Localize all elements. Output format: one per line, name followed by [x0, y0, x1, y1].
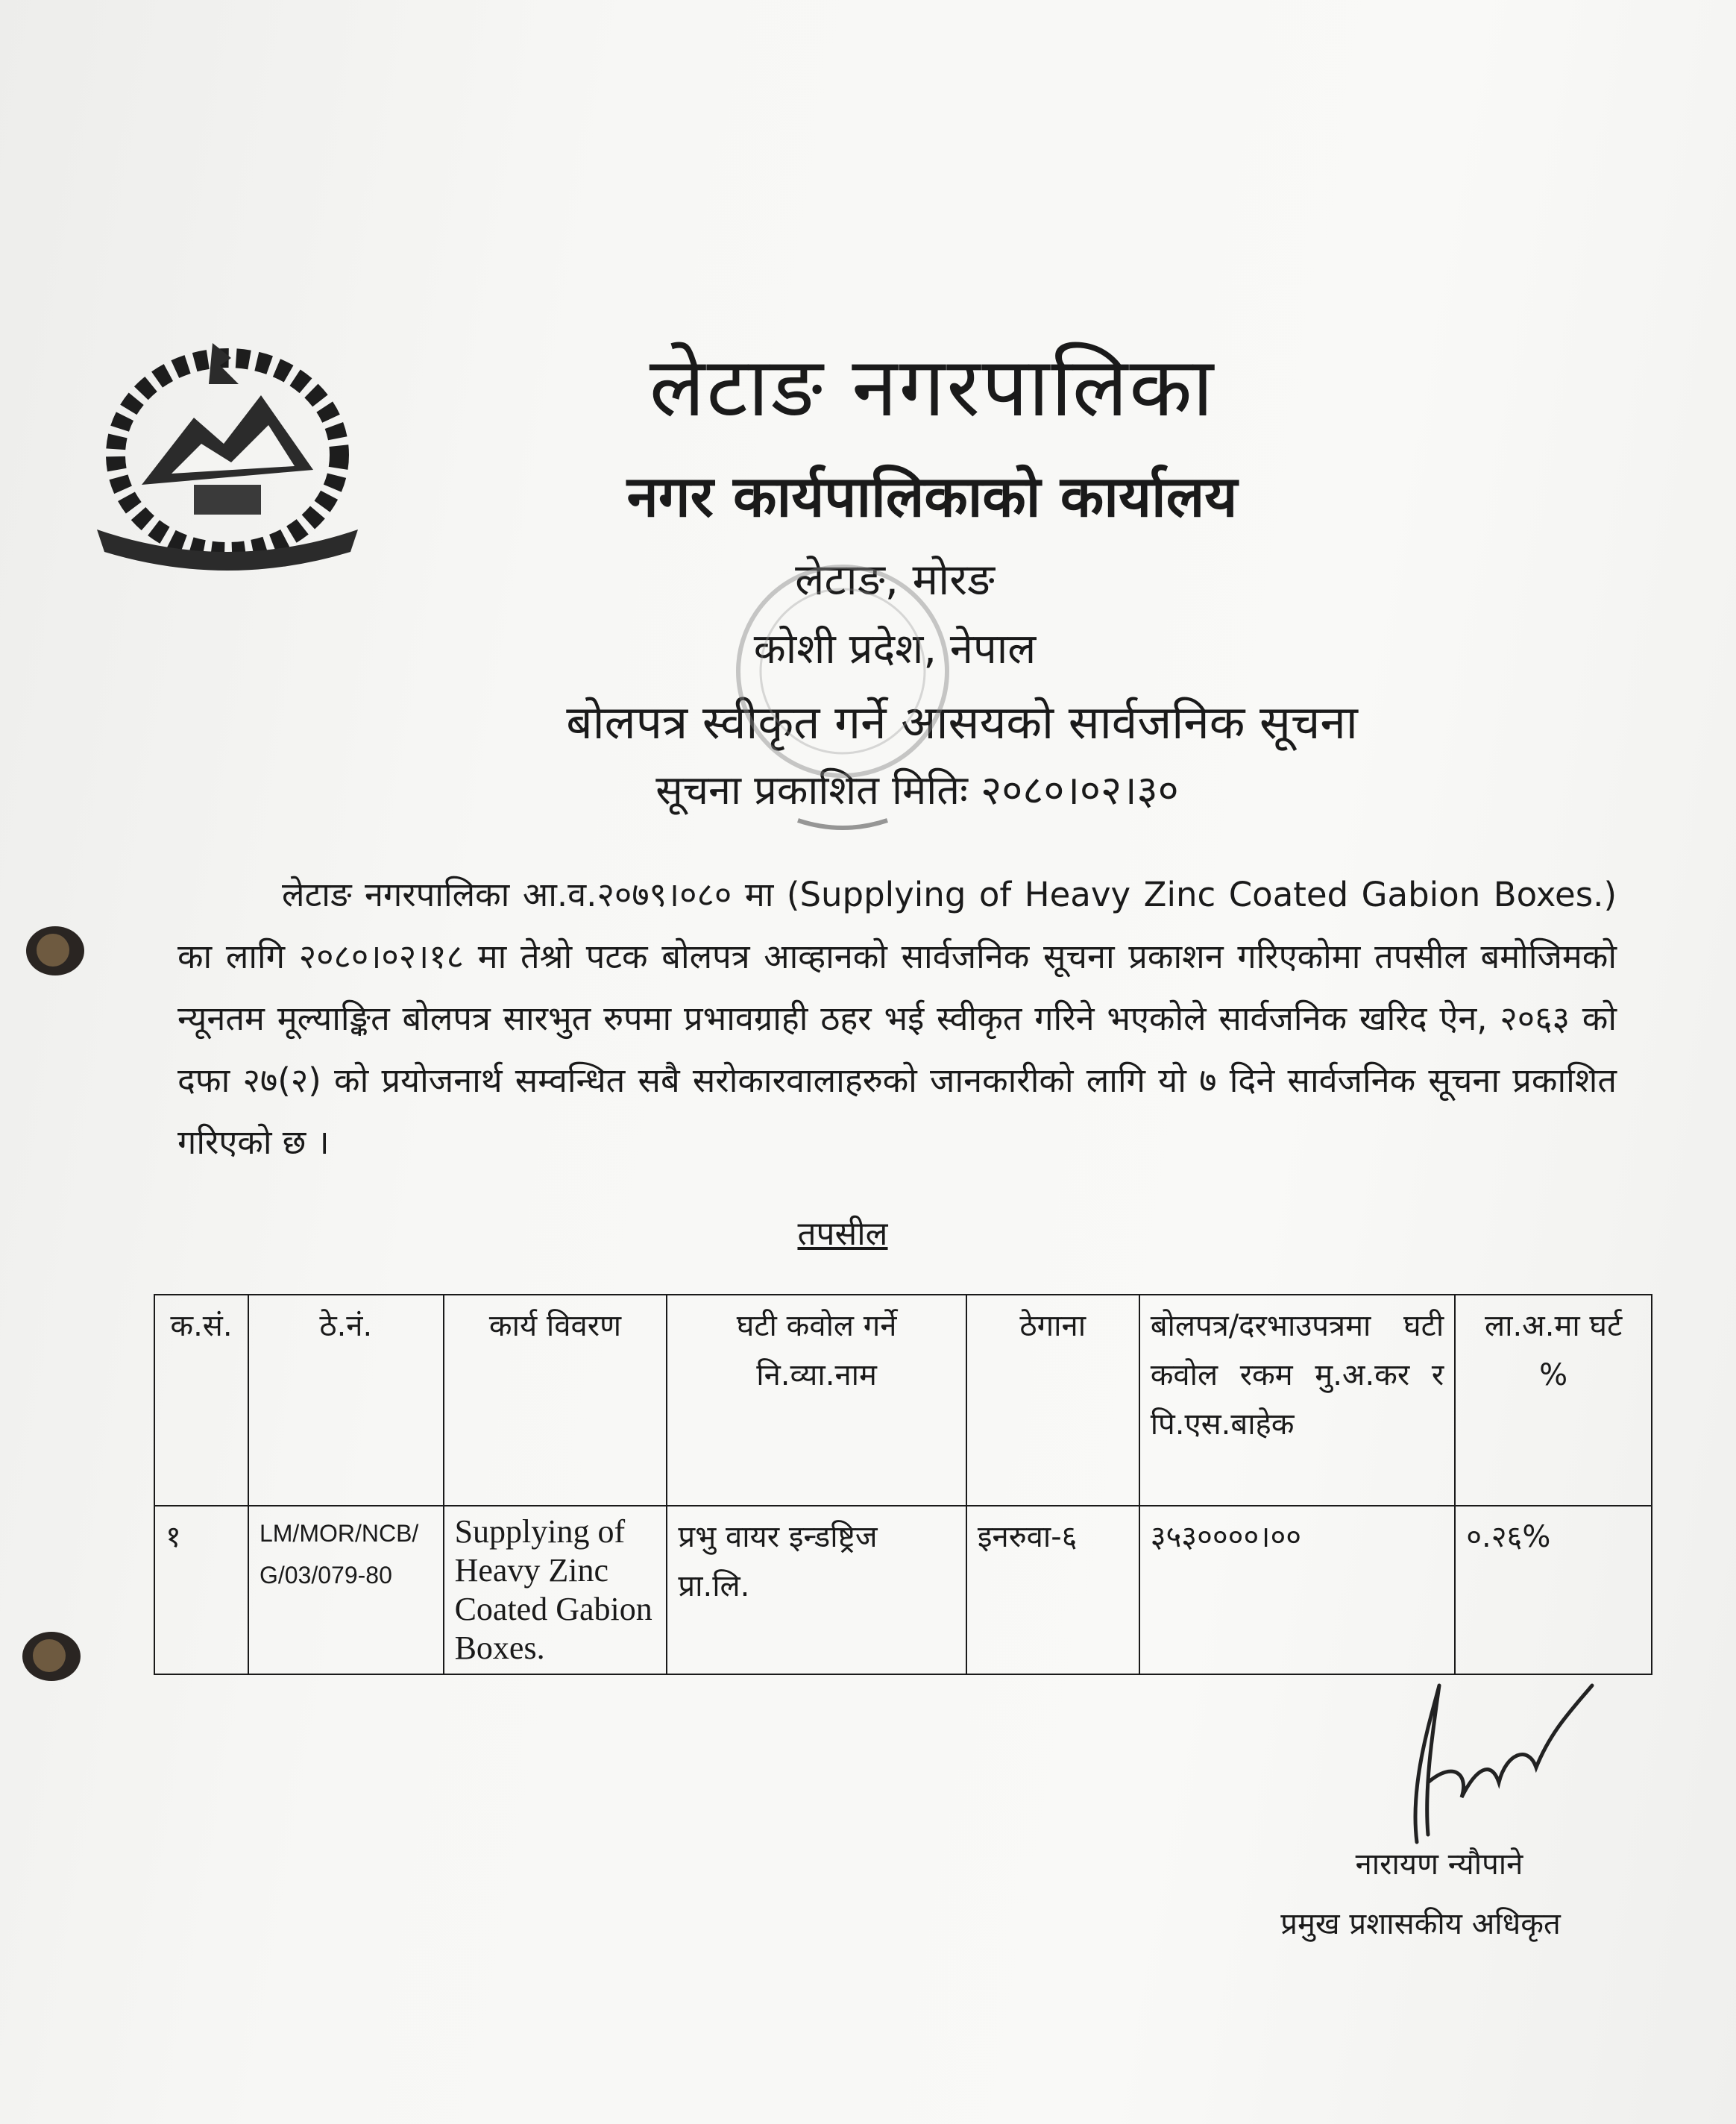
punch-hole-icon	[22, 1632, 81, 1681]
office-stamp-icon	[716, 537, 969, 835]
table-row	[154, 1506, 1652, 1674]
signatory-name: नारायण न्यौपाने	[1355, 1847, 1523, 1882]
table-header-row	[154, 1295, 1652, 1506]
signature-icon	[1387, 1671, 1596, 1850]
cell-bidder: प्रभु वायर इन्डष्ट्रिज प्रा.लि.	[667, 1506, 966, 1674]
col-header-address: ठेगाना	[966, 1295, 1139, 1506]
col-header-amount: बोलपत्र/दरभाउपत्रमा घटी कवोल रकम मु.अ.कर र पि.एस.बाहेक	[1139, 1295, 1456, 1506]
address-line-1: लेटाङ, मोरङ	[795, 554, 995, 605]
signatory-designation: प्रमुख प्रशासकीय अधिकृत	[1280, 1907, 1561, 1941]
cell-address: इनरुवा-६	[966, 1506, 1139, 1674]
address-line-2: कोशी प्रदेश, नेपाल	[753, 625, 1037, 673]
office-name: नगर कार्यपालिकाको कार्यालय	[626, 463, 1238, 530]
details-table	[154, 1294, 1652, 1675]
notice-paragraph: लेटाङ नगरपालिका आ.व.२०७९।०८० मा (Supplying of Heavy Zinc Coated Gabion Boxes.) का लागि २०८०।०२।१८ मा तेश्रो पटक बोलपत्र आव्हानको सार्वजनिक सूचना प्रकाशन गरिएकोमा तपसील बमोजिमको न्यूनतम मूल्याङ्कित बोलपत्र सारभुत रुपमा प्रभावग्राही ठहर भई स्वीकृत गरिने भएकोले सार्वजनिक खरिद ऐन, २०६३ को दफा २७(२) को प्रयोजनार्थ सम्वन्धित सबै सरोकारवालाहरुको जानकारीको लागि यो ७ दिने सार्वजनिक सूचना प्रकाशित गरिएको छ ।	[177, 875, 1617, 1162]
col-header-bidder: घटी कवोल गर्ने नि.व्या.नाम	[667, 1295, 966, 1506]
notice-title: बोलपत्र स्वीकृत गर्ने आसयको सार्वजनिक सूचना	[566, 695, 1358, 750]
municipality-name: लेटाङ नगरपालिका	[649, 339, 1215, 435]
cell-contract-no: LM/MOR/NCB/G/03/079-80	[248, 1506, 444, 1674]
cell-percent: ०.२६%	[1455, 1506, 1652, 1674]
col-header-sn: क.सं.	[154, 1295, 248, 1506]
col-header-percent: ला.अ.मा घर्ट %	[1455, 1295, 1652, 1506]
cell-description: Supplying of Heavy Zinc Coated Gabion Boxes.	[444, 1506, 667, 1674]
punch-hole-icon	[26, 926, 84, 975]
nepal-emblem-icon	[82, 313, 373, 582]
col-header-contract-no: ठे.नं.	[248, 1295, 444, 1506]
col-header-description: कार्य विवरण	[444, 1295, 667, 1506]
table-heading: तपसील	[797, 1215, 888, 1253]
notice-date: सूचना प्रकाशित मितिः २०८०।०२।३०	[655, 767, 1179, 814]
cell-amount: ३५३००००।००	[1139, 1506, 1456, 1674]
cell-sn: १	[154, 1506, 248, 1674]
